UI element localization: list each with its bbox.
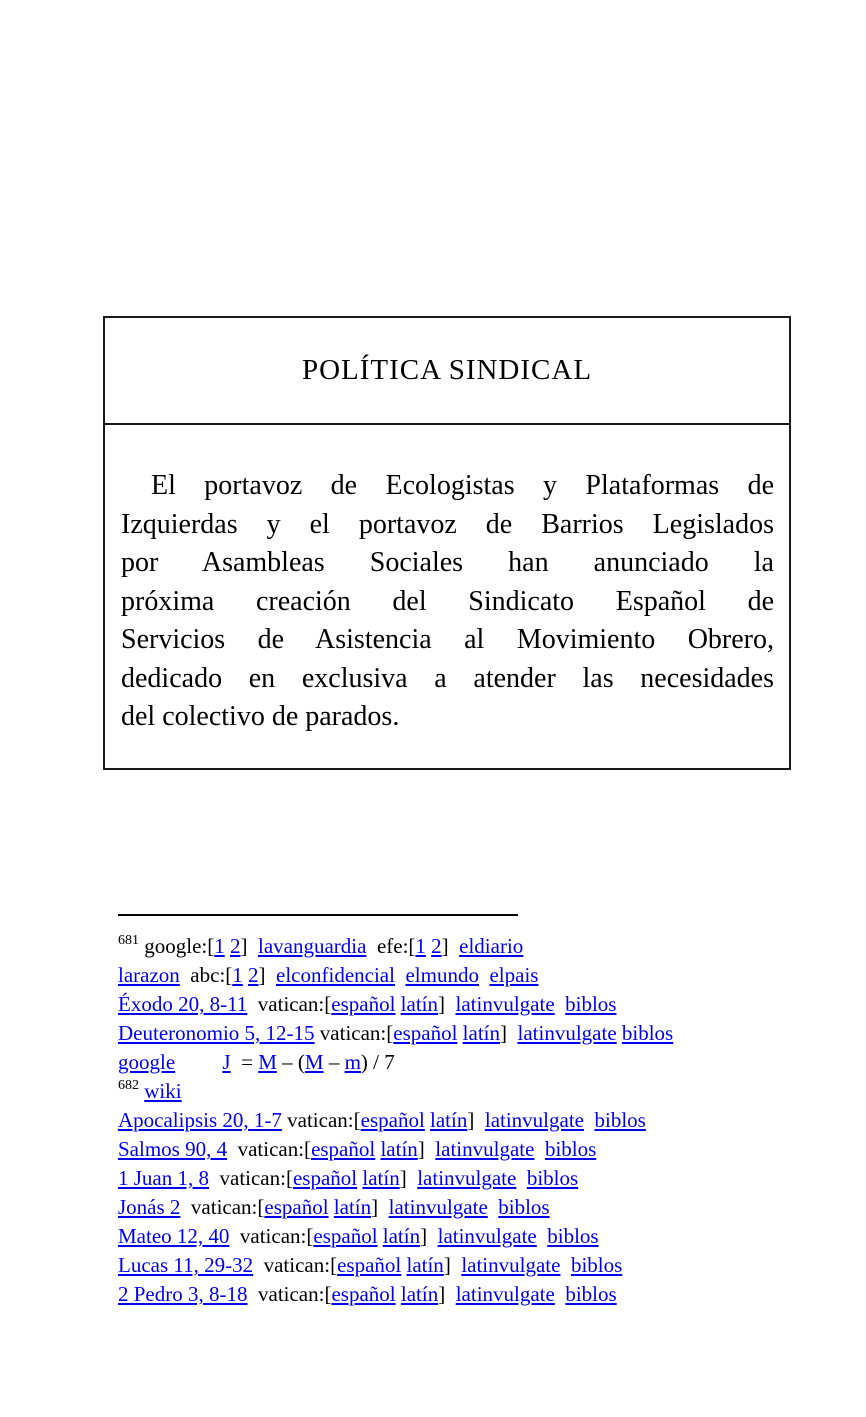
footnote-link[interactable]: 2 [229,934,241,958]
footnote-line [118,1164,808,1193]
footnote-link[interactable]: latinvulgate [455,1282,555,1306]
footnote-line [118,1222,808,1251]
footnote-text: vatican:[ [180,1195,265,1219]
footnote-link[interactable]: Mateo 12, 40 [118,1224,230,1248]
footnote-link[interactable]: español [360,1108,425,1132]
notice-body [105,425,789,737]
footnote-line [118,1048,808,1077]
footnote-text: vatican:[ [227,1137,312,1161]
footnote-link[interactable]: wiki [144,1079,182,1103]
footnote-link[interactable]: latín [462,1021,500,1045]
footnote-line [118,1251,808,1280]
footnote-text [516,1166,527,1190]
footnote-text: ] [443,1253,462,1277]
footnote-link[interactable]: español [292,1166,358,1190]
footnote-link[interactable]: español [313,1224,378,1248]
footnote-text [555,992,566,1016]
footnote-text: ] [500,1021,518,1045]
footnote-link[interactable]: Jonás 2 [118,1195,181,1219]
footnote-link[interactable]: 1 [415,934,426,958]
footnote-link[interactable]: biblos [594,1108,646,1132]
footnote-text: ] [258,963,277,987]
footnote-line [118,990,808,1019]
footnote-text: ] [420,1224,438,1248]
footnote-text: vatican:[ [314,1021,394,1045]
footnote-link[interactable]: 2 [248,963,259,987]
footnote-link[interactable]: google [118,1050,176,1074]
notice-title: POLÍTICA SINDICAL [301,354,593,386]
footnote-text: vatican:[ [281,1108,361,1132]
footnote-line [118,1019,808,1048]
footnote-link[interactable]: biblos [547,1224,599,1248]
footnote-link[interactable]: biblos [565,992,617,1016]
footnote-text: – [323,1050,345,1074]
footnote-link[interactable]: español [311,1137,376,1161]
footnote-text: ] [467,1108,485,1132]
footnote-link[interactable]: elpais [489,963,539,987]
footnote-text: efe:[ [366,934,416,958]
footnote-text [175,1050,222,1074]
footnote-link[interactable]: 1 [214,934,225,958]
footnote-link[interactable]: latín [406,1253,444,1277]
footnote-link[interactable]: latinvulgate [484,1108,584,1132]
footnote-link[interactable]: español [331,1282,396,1306]
footnote-link[interactable]: Apocalipsis 20, 1-7 [118,1108,282,1132]
notice-body-line: Servicios de Asistencia al Movimiento Obrero, [121,624,774,655]
footnote-link[interactable]: Deuteronomio 5, 12-15 [118,1021,315,1045]
notice-body-line: dedicado en exclusiva a atender las necesidades [121,662,774,694]
footnote-link[interactable]: elconfidencial [276,963,395,987]
notice-body-line: del colectivo de parados. [121,701,400,732]
footnote-link[interactable]: 2 Pedro 3, 8-18 [118,1282,248,1306]
footnote-link[interactable]: español [331,992,396,1016]
footnote-link[interactable]: M [258,1050,277,1074]
footnote-link[interactable]: biblos [544,1137,597,1161]
footnote-link[interactable]: 2 [431,934,442,958]
footnote-link[interactable]: biblos [498,1195,550,1219]
footnote-link[interactable]: lavanguardia [257,934,367,958]
footnote-text: google:[ [139,934,215,958]
footnote-link[interactable]: latinvulgate [517,1021,617,1045]
footnote-link[interactable]: elmundo [405,963,479,987]
footnote-link[interactable]: latín [362,1166,400,1190]
footnote-text: vatican:[ [209,1166,293,1190]
footnote-link[interactable]: Éxodo 20, 8-11 [118,992,248,1016]
footnote-line [118,1135,808,1164]
footnote-line [118,1106,808,1135]
footnote-link[interactable]: biblos [570,1253,623,1277]
footnote-link[interactable]: eldiario [459,934,524,958]
footnote-link[interactable]: español [393,1021,458,1045]
footnote-link[interactable]: latín [382,1224,421,1248]
footnote-text: ] [240,934,258,958]
footnote-marker: 682 [118,1078,139,1093]
notice-title-cell [105,318,789,425]
footnote-link[interactable]: Salmos 90, 4 [118,1137,228,1161]
footnote-text: ] [438,1282,456,1306]
footnote-text [537,1224,548,1248]
notice-body-line: El portavoz de Ecologistas y Plataformas de [151,470,774,501]
footnote-marker: 681 [118,933,139,948]
footnote-text: vatican:[ [253,1253,338,1277]
notice-box [103,316,791,770]
footnote-text: – ( [276,1050,305,1074]
footnote-text: vatican:[ [229,1224,314,1248]
footnote-link[interactable]: latinvulgate [388,1195,488,1219]
footnote-link[interactable]: Lucas 11, 29-32 [118,1253,254,1277]
footnote-text [395,963,406,987]
footnote-text [584,1108,595,1132]
footnote-link[interactable]: J [222,1050,231,1074]
footnote-text [479,963,490,987]
footnote-link[interactable]: español [264,1195,329,1219]
footnote-separator [118,914,518,916]
notice-body-line: por Asambleas Sociales han anunciado la [121,547,774,578]
footnote-link[interactable]: biblos [621,1021,674,1045]
footnote-text: ) / 7 [360,1050,395,1074]
footnote-line [118,1077,808,1106]
footnote-text [488,1195,499,1219]
footnote-link[interactable]: español [337,1253,402,1277]
footnote-link[interactable]: biblos [526,1166,579,1190]
notice-body-line: próxima creación del Sindicato Español de [121,585,774,617]
notice-body-line: Izquierdas y el portavoz de Barrios Legislados [121,508,774,540]
footnote-link[interactable]: latinvulgate [437,1224,537,1248]
footnote-link[interactable]: latinvulgate [461,1253,561,1277]
footnote-line [118,961,808,990]
footnote-link[interactable]: M [304,1050,324,1074]
footnote-link[interactable]: latín [400,992,438,1016]
footnote-link[interactable]: 1 [232,963,243,987]
footnote-link[interactable]: latín [400,1282,439,1306]
footnote-text: ] [371,1195,389,1219]
footnote-link[interactable]: latín [430,1108,468,1132]
footnote-line [118,1193,808,1222]
footnote-text [555,1282,566,1306]
footnote-link[interactable]: latinvulgate [435,1137,535,1161]
footnote-text: vatican:[ [247,1282,332,1306]
footnote-text: ] [441,934,460,958]
footnote-text: ] [417,1137,436,1161]
footnote-link[interactable]: biblos [565,1282,617,1306]
footnote-link[interactable]: latinvulgate [455,992,555,1016]
footnote-link[interactable]: m [344,1050,361,1074]
footnote-link[interactable]: latín [380,1137,418,1161]
footnote-link[interactable]: latinvulgate [417,1166,517,1190]
footnote-link[interactable]: 1 Juan 1, 8 [118,1166,209,1190]
footnote-link[interactable]: latín [333,1195,372,1219]
footnote-line [118,1280,808,1309]
footnote-link[interactable]: larazon [118,963,180,987]
footnote-text: = [230,1050,259,1074]
footnote-text: ] [399,1166,418,1190]
footnote-text: vatican:[ [247,992,332,1016]
footnote-text [534,1137,545,1161]
footnote-text [560,1253,571,1277]
footnote-text: ] [438,992,456,1016]
footnote-text: abc:[ [179,963,233,987]
footnotes [118,932,808,1309]
footnote-line [118,932,808,961]
